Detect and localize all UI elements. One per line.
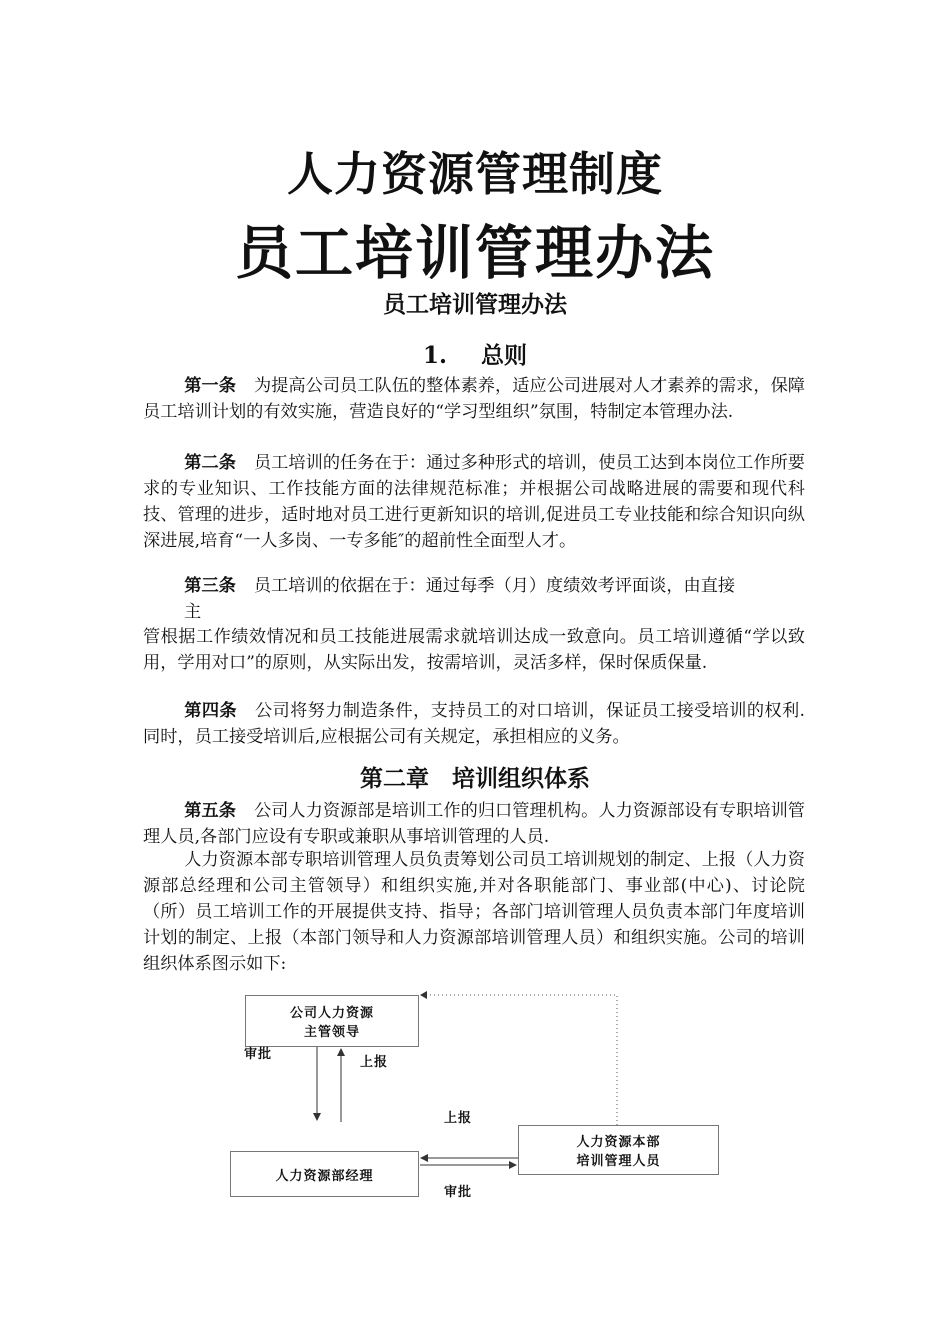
dotted-report-line <box>420 995 617 1125</box>
article-4-label: 第四条 <box>184 701 237 721</box>
chapter-1-title: 总则 <box>481 343 527 369</box>
label-approve-left: 审批 <box>244 1047 273 1062</box>
article-3-label: 第三条 <box>184 576 236 596</box>
article-2-label: 第二条 <box>184 453 236 473</box>
article-5-label: 第五条 <box>184 801 236 821</box>
section-heading: 员工培训管理办法 <box>383 292 567 318</box>
article-3-continued: 管根据工作绩效情况和员工技能进展需求就培训达成一致意向。员工培训遵循“学以致用，学用对口”的原则，从实际出发，按需培训，灵活多样，保时保质保量. <box>143 627 805 673</box>
chapter-1-number: 1. <box>422 342 447 369</box>
box-hr-leader-line2: 主管领导 <box>303 1025 360 1040</box>
dotted-arrow-head <box>420 991 427 999</box>
box-training-staff <box>518 1125 719 1175</box>
article-4-text: 公司将努力制造条件，支持员工的对口培训，保证员工接受培训的权利.同时，员工接受培训后,应根据公司有关规定，承担相应的义务。 <box>143 701 805 747</box>
box-training-staff-line1: 人力资源本部 <box>576 1135 661 1150</box>
article-3-line2: 主 <box>184 602 202 622</box>
article-2-text: 员工培训的任务在于：通过多种形式的培训，使员工达到本岗位工作所要求的专业知识、工作技能方面的法律规范标准；并根据公司战略进展的需要和现代科技、管理的进步，适时地对员工进行更新知识的培训,促进员工专业技能和综合知识向纵深进展,培育“一人多岗、一专多能″的超前性全面型人才。 <box>143 453 805 551</box>
article-1-label: 第一条 <box>184 376 236 396</box>
article-3-text-start: 员工培训的依据在于：通过每季（月）度绩效考评面谈，由直接 <box>253 576 736 596</box>
document-subtitle: 员工培训管理办法 <box>234 219 715 287</box>
article-1-text: 为提高公司员工队伍的整体素养，适应公司进展对人才素养的需求，保障员工培训计划的有效实施，营造良好的“学习型组织”氛围，特制定本管理办法. <box>143 376 805 422</box>
document-title: 人力资源管理制度 <box>287 147 663 201</box>
box-hr-manager <box>230 1151 419 1197</box>
label-report-left: 上报 <box>360 1055 389 1070</box>
paragraph-hr-training: 人力资源本部专职培训管理人员负责筹划公司员工培训规划的制定、上报（人力资源部总经理和公司主管领导）和组织实施,并对各职能部门、事业部(中心)、讨论院（所）员工培训工作的开展提供支持、指导；各部门培训管理人员负责本部门年度培训计划的制定、上报（本部门领导和人力资源部培训管理人员）和组织实施。公司的培训组织体系图示如下: <box>143 850 805 974</box>
box-hr-leader <box>245 995 419 1047</box>
label-report-mid: 上报 <box>444 1111 473 1126</box>
box-hr-leader-line1: 公司人力资源 <box>289 1006 374 1021</box>
chapter-2-heading: 第二章 培训组织体系 <box>360 766 590 792</box>
box-training-staff-line2: 培训管理人员 <box>576 1154 661 1169</box>
article-5-text: 公司人力资源部是培训工作的归口管理机构。人力资源部设有专职培训管理人员,各部门应设有专职或兼职从事培训管理的人员. <box>143 801 805 847</box>
label-approve-bottom: 审批 <box>444 1185 473 1200</box>
box-hr-manager-label: 人力资源部经理 <box>275 1168 374 1184</box>
